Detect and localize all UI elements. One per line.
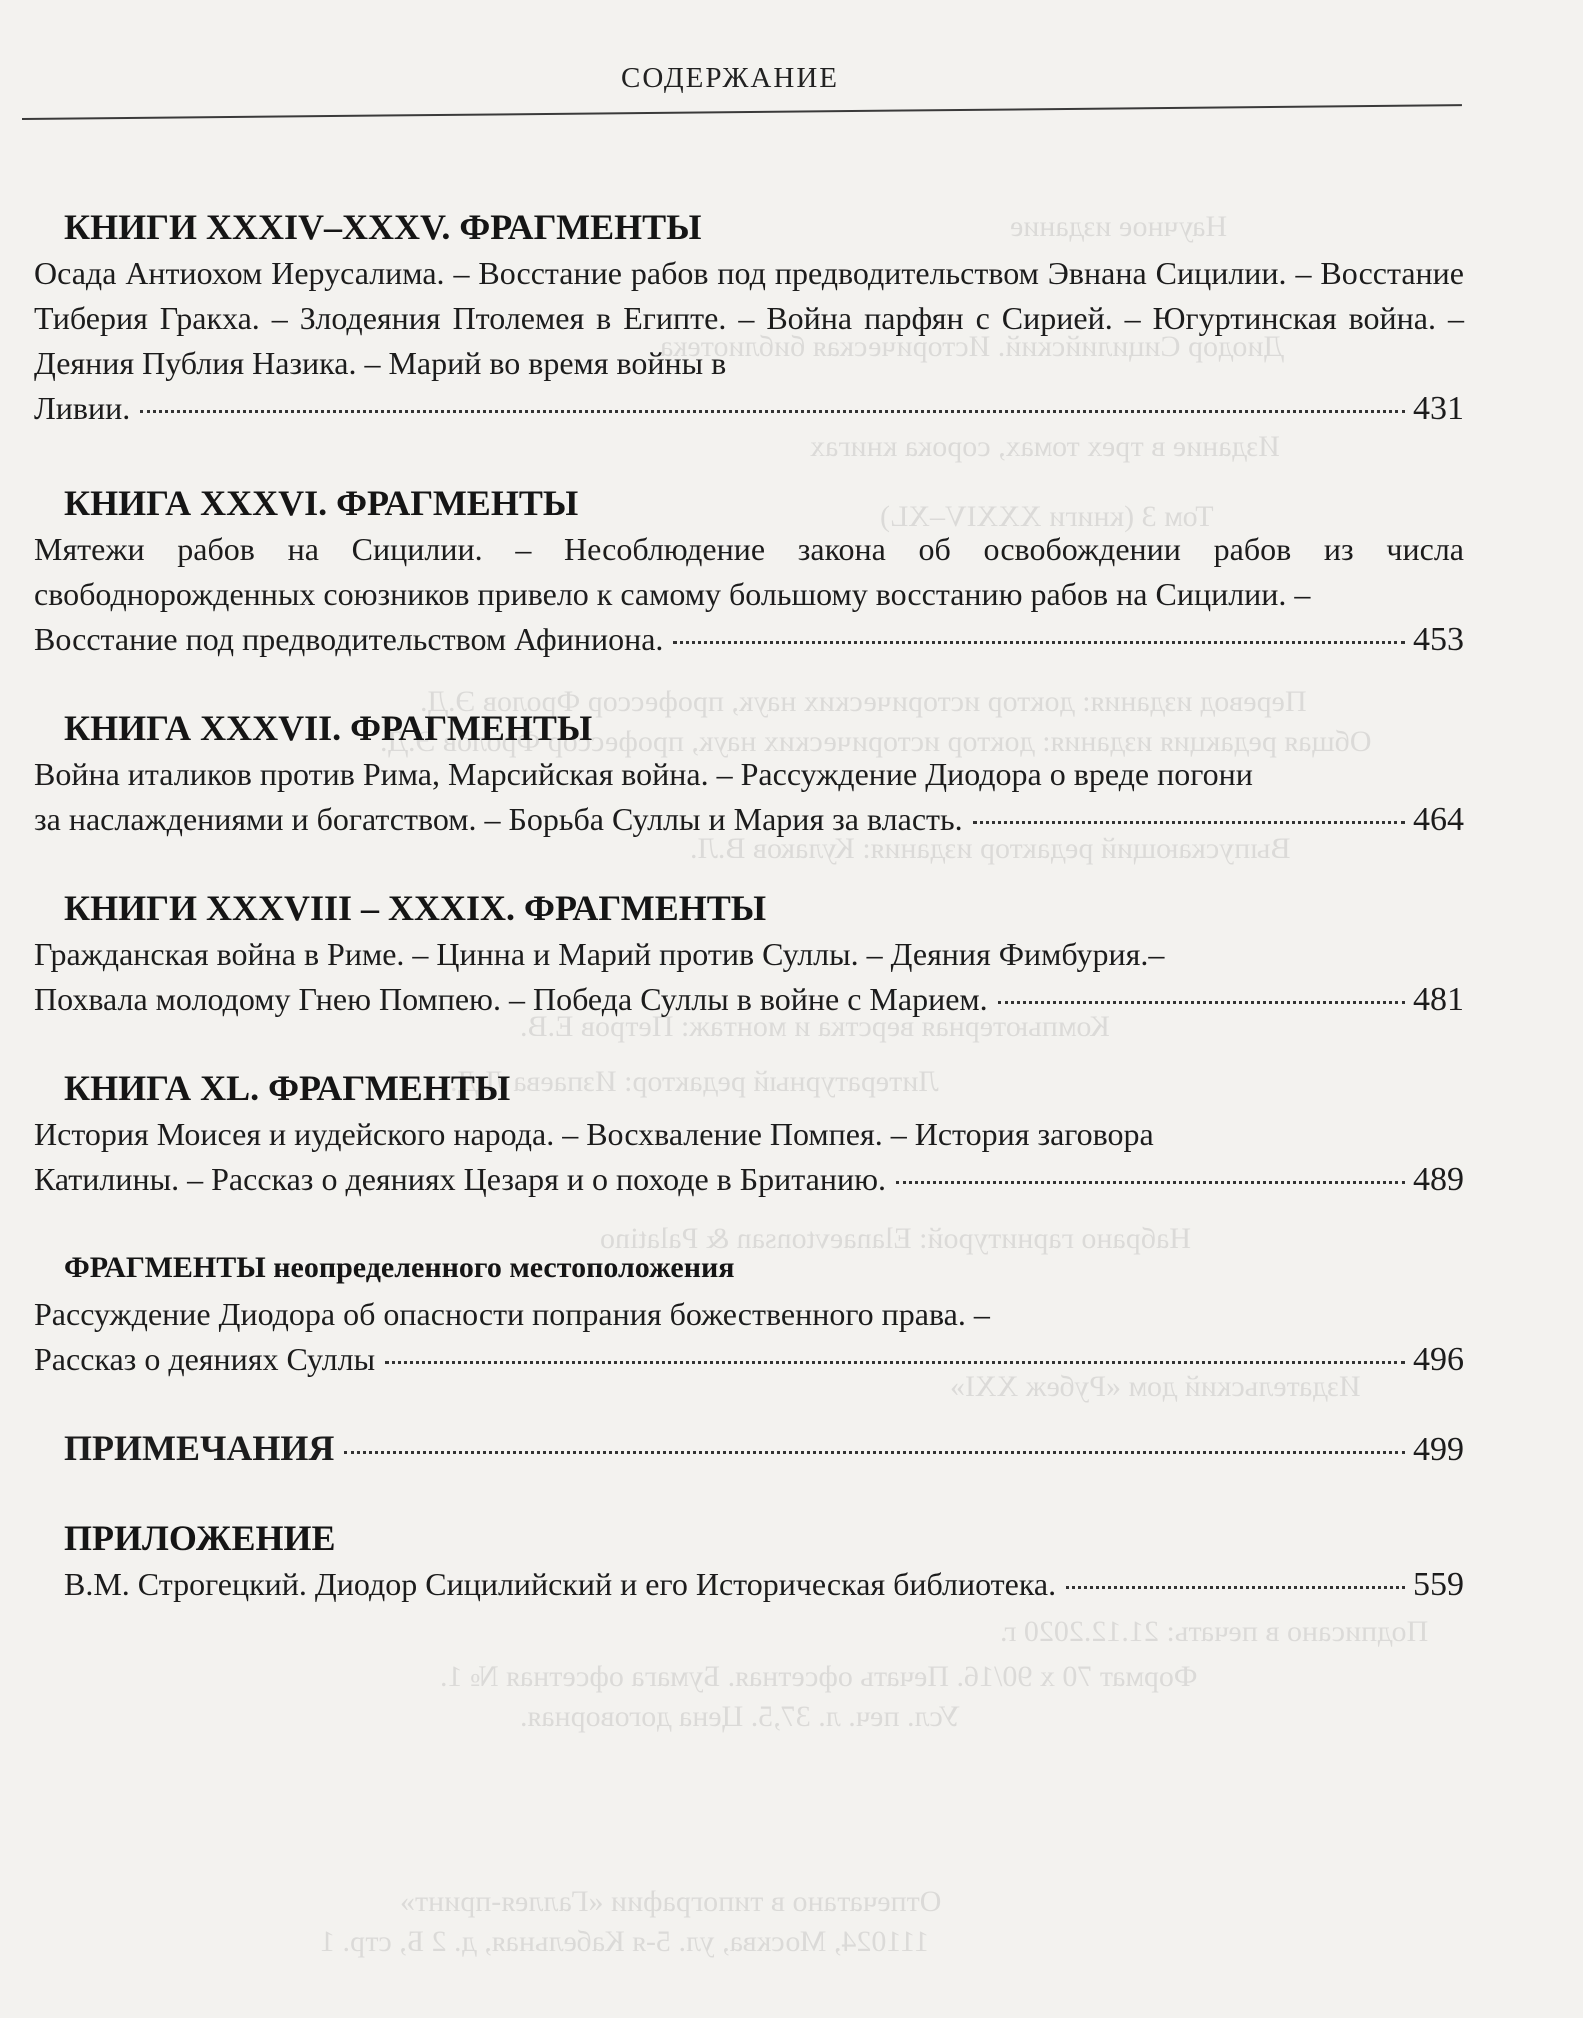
section-description: Гражданская война в Риме. – Цинна и Марий против Суллы. – Деяния Фимбурия.– [34,936,1165,972]
show-through-text: Издание в трех томах, сорока книгах [810,430,1280,463]
show-through-text: Диодор Сицилийский. Историческая библиотека [660,330,1284,363]
show-through-text: Выпускающий редактор издания: Кулаков В.Л. [690,832,1291,865]
section-title: КНИГИ XXXIV–XXXV. ФРАГМЕНТЫ [64,207,702,247]
entry-text: Восстание под предводительством Афиниона. [34,621,664,657]
dot-leader [385,1361,1405,1364]
entry-text: В.М. Строгецкий. Диодор Сицилийский и его Историческая библиотека. [64,1566,1057,1602]
toc-section-notes [34,1426,1464,1472]
page-number: 499 [1413,1431,1464,1468]
section-description: Мятежи рабов на Сицилии. – Несоблюдение закона об освобождении рабов из числа свободнорожденных союзников привело к самому большому восстанию рабов на Сицилии. – [34,531,1464,612]
page-number: 464 [1413,801,1464,838]
dot-leader [140,410,1405,413]
section-title: ФРАГМЕНТЫ неопределенного местоположения [64,1251,735,1284]
toc-section [34,205,1464,431]
dot-leader [1066,1586,1405,1589]
section-description: Осада Антиохом Иерусалима. – Восстание рабов под предводительством Эвнана Сицилии. – Восстание Тиберия Гракха. – Злодеяния Птолемея в Египте. – Война парфян с Сирией. – Югуртинская война. – Деяния Публия Назика. – Марий во время войны в [34,255,1464,381]
dot-leader [998,1001,1405,1004]
entry-text: Катилины. – Рассказ о деяниях Цезаря и о походе в Британию. [34,1161,887,1197]
page-number: 559 [1413,1566,1464,1603]
toc-section [34,1066,1464,1202]
toc-entry-line[interactable] [34,797,1464,842]
section-description: История Моисея и иудейского народа. – Восхваление Помпея. – История заговора [34,1116,1154,1152]
entry-text: за наслаждениями и богатством. – Борьба Суллы и Мария за власть. [34,801,963,837]
toc-entry-line[interactable] [64,1426,1464,1472]
dot-leader [344,1451,1405,1454]
toc-entry-line[interactable] [34,1157,1464,1202]
entry-text: Похвала молодому Гнею Помпею. – Победа Суллы в войне с Марием. [34,981,988,1017]
show-through-text: Литературный редактор: Изпаева Л.Д. [450,1065,939,1098]
dot-leader [973,821,1405,824]
section-description: Рассуждение Диодора об опасности попрания божественного права. – [34,1296,990,1332]
toc-section [34,481,1464,662]
toc-section [34,886,1464,1022]
dot-leader [673,641,1405,644]
section-title: КНИГА XXXVI. ФРАГМЕНТЫ [64,483,579,523]
toc-entry-line[interactable] [34,1337,1464,1382]
show-through-text: Издательский дом «Рубеж XXI» [950,1370,1361,1403]
show-through-text: Компьютерная верстка и монтаж: Петров Е.В. [520,1010,1110,1043]
section-title: ПРИЛОЖЕНИЕ [64,1518,336,1558]
header-rule [22,104,1462,120]
toc-section [34,1246,1464,1382]
show-through-text: 111024, Москва, ул. 5-я Кабельная, д. 2 Б, стр. 1 [320,1925,930,1958]
running-head: СОДЕРЖАНИЕ [621,62,839,94]
show-through-text: Набрано гарнитурой: Elanaevtonsan & Palatino [600,1222,1192,1255]
show-through-text: Формат 70 x 90/16. Печать офсетная. Бумага офсетная № 1. [440,1660,1198,1693]
toc-section-appendix [34,1516,1464,1607]
page-number: 481 [1413,981,1464,1018]
page-number: 453 [1413,621,1464,658]
show-through-text: Научное издание [1010,210,1228,243]
section-title: КНИГИ XXXVIII – XXXIX. ФРАГМЕНТЫ [64,888,767,928]
show-through-text: Том 3 (книги XXXIV–XL) [880,500,1214,533]
table-of-contents [34,205,1464,1607]
show-through-text: Подписано в печать: 21.12.2020 г. [1000,1615,1429,1648]
show-through-text: Отпечатано в типографии «Галлея-принт» [400,1885,942,1918]
toc-entry-line[interactable] [34,977,1464,1022]
page-number: 431 [1413,390,1464,427]
show-through-text: Усл. печ. л. 37,5. Цена договорная. [520,1700,961,1733]
section-title: КНИГА XL. ФРАГМЕНТЫ [64,1068,511,1108]
entry-text: Ливии. [34,390,131,426]
toc-section [34,706,1464,842]
entry-text: Рассказ о деяниях Суллы [34,1341,376,1377]
show-through-text: Общая редакция издания: доктор исторических наук, профессор Фролов Э.Д. [380,725,1372,758]
section-title: КНИГА XXXVII. ФРАГМЕНТЫ [64,708,593,748]
entry-text: ПРИМЕЧАНИЯ [64,1428,335,1468]
page-number: 496 [1413,1341,1464,1378]
section-description: Война италиков против Рима, Марсийская война. – Рассуждение Диодора о вреде погони [34,756,1253,792]
page-number: 489 [1413,1161,1464,1198]
dot-leader [896,1181,1405,1184]
toc-entry-line[interactable] [34,386,1464,431]
show-through-text: Перевод издания: доктор исторических наук, профессор Фролов Э.Д. [420,685,1307,718]
toc-entry-line[interactable] [34,617,1464,662]
toc-entry-line[interactable] [34,1562,1464,1607]
